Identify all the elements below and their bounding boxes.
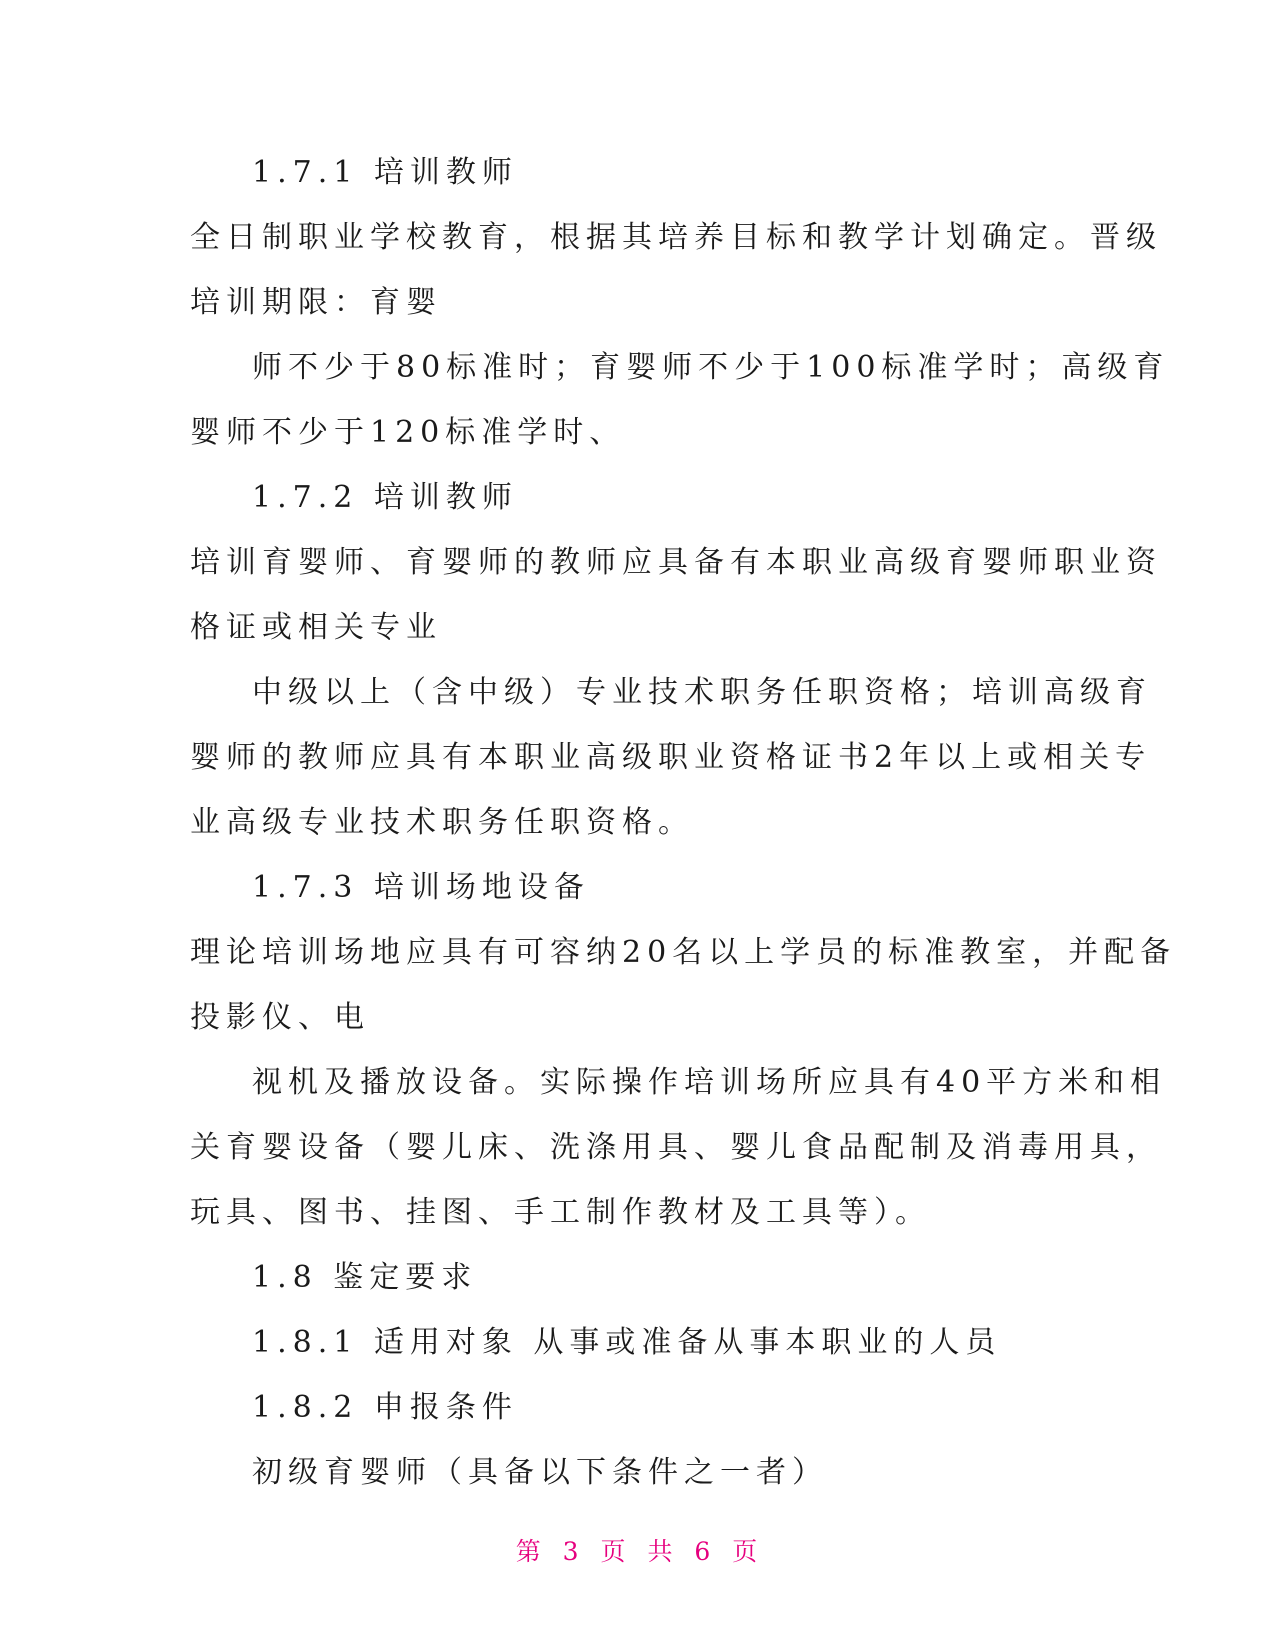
paragraph-line: 培训期限：育婴 xyxy=(190,285,442,320)
document-body xyxy=(190,140,1177,1505)
paragraph-line: 婴师不少于120标准学时、 xyxy=(190,415,626,450)
paragraph-line: 全日制职业学校教育，根据其培养目标和教学计划确定。晋级 xyxy=(190,220,1162,255)
section-heading-1-7-1: 1.7.1 培训教师 xyxy=(252,155,518,190)
paragraph-line: 格证或相关专业 xyxy=(190,610,442,645)
section-heading-1-8: 1.8 鉴定要求 xyxy=(252,1260,478,1295)
section-heading-1-8-2: 1.8.2 申报条件 xyxy=(252,1390,518,1425)
paragraph-line: 业高级专业技术职务任职资格。 xyxy=(190,805,694,840)
paragraph-line: 玩具、图书、挂图、手工制作教材及工具等）。 xyxy=(190,1195,931,1230)
section-heading-1-7-2: 1.7.2 培训教师 xyxy=(252,480,518,515)
paragraph-line: 婴师的教师应具有本职业高级职业资格证书2年以上或相关专 xyxy=(190,740,1152,775)
section-heading-1-7-3: 1.7.3 培训场地设备 xyxy=(252,870,590,905)
section-heading-1-8-1: 1.8.1 适用对象 从事或准备从事本职业的人员 xyxy=(252,1325,1002,1360)
paragraph-line: 视机及播放设备。实际操作培训场所应具有40平方米和相 xyxy=(252,1065,1167,1100)
paragraph-line: 关育婴设备（婴儿床、洗涤用具、婴儿食品配制及消毒用具， xyxy=(190,1130,1162,1165)
paragraph-line: 培训育婴师、育婴师的教师应具备有本职业高级育婴师职业资 xyxy=(190,545,1162,580)
paragraph-line: 理论培训场地应具有可容纳20名以上学员的标准教室，并配备 xyxy=(190,935,1177,970)
paragraph-line: 中级以上（含中级）专业技术职务任职资格；培训高级育 xyxy=(252,675,1152,710)
paragraph-line: 师不少于80标准时；育婴师不少于100标准学时；高级育 xyxy=(252,350,1170,385)
paragraph-line: 初级育婴师（具备以下条件之一者） xyxy=(252,1455,828,1490)
paragraph-line: 投影仪、电 xyxy=(190,1000,370,1035)
page-footer: 第 3 页 共 6 页 xyxy=(515,1537,760,1566)
